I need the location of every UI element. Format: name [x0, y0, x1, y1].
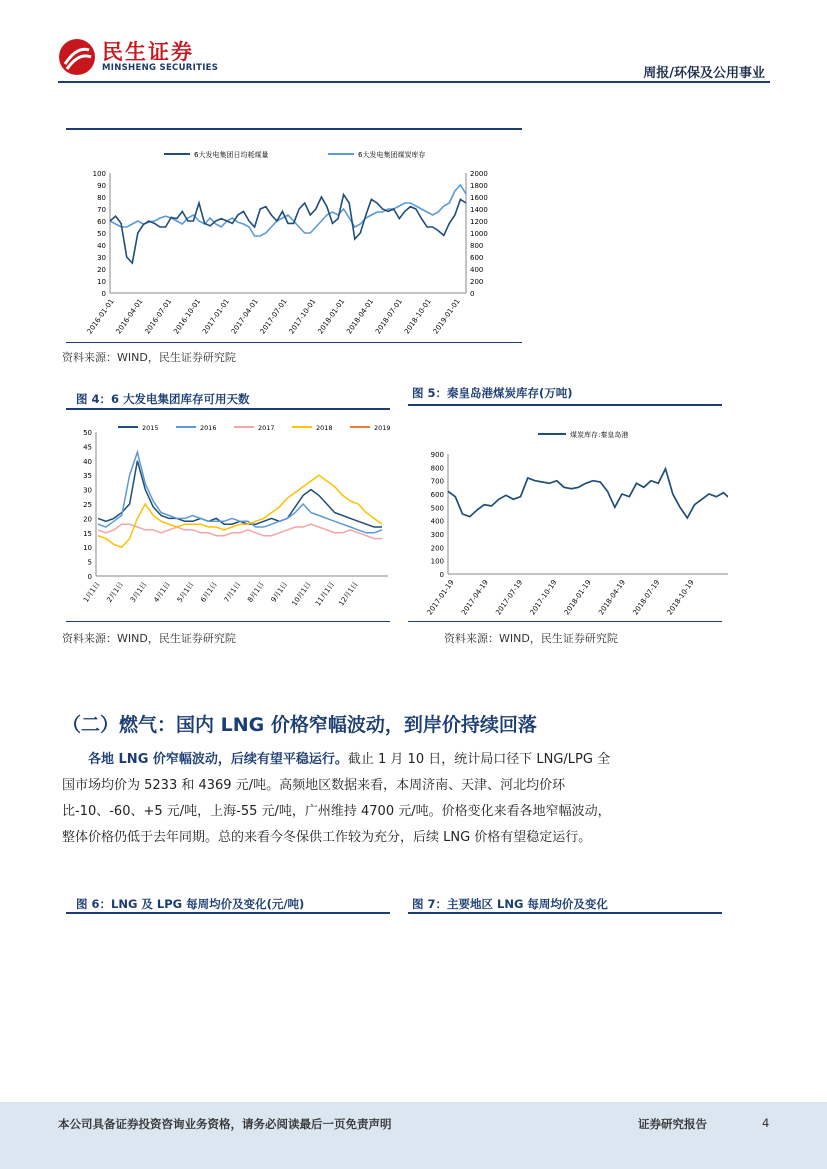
para-lead: 各地 LNG 价窄幅波动，后续有望平稳运行。: [88, 752, 348, 767]
header-divider: [58, 81, 770, 83]
logo-icon: [58, 38, 96, 76]
fig3-left-tick: 60: [97, 218, 106, 226]
para-body: 截止 1 月 10 日，统计局口径下 LNG/LPG 全国市场均价为 5233 和 4369 元/吨。高频地区数据来看，本周济南、天津、河北均价环比-10、-60、+5 元/吨，上海-55 元/吨，广州维持 4700 元/吨。价格变化来看各地窄幅波动，整体价格仍低于去年同期。总的来看今冬保供工作较为充分，后续 LNG 价格有望稳定运行。: [62, 752, 611, 845]
fig3-left-tick: 80: [97, 194, 106, 202]
fig3-source: 资料来源：WIND，民生证券研究院: [62, 351, 236, 364]
fig3-right-tick: 1000: [470, 230, 488, 238]
fig3-left-tick: 40: [97, 242, 106, 250]
fig5-y-tick: 600: [430, 491, 444, 499]
fig3-x-tick: 2016-07-01: [143, 297, 174, 336]
fig3-left-tick: 20: [97, 266, 106, 274]
fig5-bottom-rule: [408, 621, 722, 622]
fig3-legend-label-2: 6大发电集团煤炭库存: [358, 151, 426, 159]
fig3-left-tick: 50: [97, 230, 106, 238]
fig3-series-inventory: [110, 185, 466, 236]
fig5-y-tick: 900: [430, 451, 444, 459]
fig3-x-tick: 2017-10-01: [287, 297, 318, 336]
fig4-top-rule: [66, 408, 390, 410]
fig3-right-tick: 600: [470, 254, 484, 262]
fig3-x-tick: 2016-10-01: [172, 297, 203, 336]
fig4-legend-label: 2019: [374, 424, 391, 432]
fig3-chart: [66, 140, 526, 340]
fig4-x-tick: 6月1日: [199, 580, 219, 604]
fig4-legend-label: 2017: [258, 424, 275, 432]
fig3-bottom-rule: [66, 342, 522, 343]
fig4-x-tick: 9月1日: [269, 580, 290, 604]
fig3-right-tick: 1600: [470, 194, 488, 202]
fig5-top-rule: [408, 404, 722, 406]
fig3-right-tick: 1400: [470, 206, 488, 214]
fig3-right-tick: 0: [470, 290, 475, 298]
fig6-rule: [66, 912, 390, 914]
fig3-right-tick: 2000: [470, 170, 488, 178]
fig4-y-tick: 45: [83, 443, 92, 452]
fig5-y-tick: 400: [430, 517, 444, 526]
fig5-x-tick: 2018-01-19: [562, 578, 593, 617]
fig5-y-tick: 200: [430, 544, 444, 553]
fig6-title: 图 6：LNG 及 LPG 每周均价及变化(元/吨): [76, 897, 305, 911]
fig3-legend-label-1: 6大发电集团日均耗煤量: [194, 151, 269, 159]
fig5-y-tick: 500: [430, 504, 444, 513]
fig3-x-tick: 2016-01-01: [85, 297, 116, 336]
fig5-x-tick: 2018-10-19: [665, 578, 696, 617]
fig4-legend-label: 2018: [316, 424, 333, 432]
fig4-y-tick: 20: [83, 515, 92, 524]
fig5-chart: [408, 418, 728, 618]
fig4-x-tick: 8月1日: [246, 580, 266, 604]
fig4-x-tick: 11月1日: [313, 580, 337, 608]
fig3-left-tick: 30: [97, 254, 106, 262]
fig5-x-tick: 2017-10-19: [528, 578, 559, 617]
fig4-x-tick: 12月1日: [337, 580, 360, 608]
fig4-y-tick: 30: [83, 486, 92, 495]
section-heading: （二）燃气：国内 LNG 价格窄幅波动，到岸价持续回落: [62, 714, 537, 736]
fig3-right-tick: 400: [470, 266, 484, 274]
report-type: 周报/环保及公用事业: [643, 66, 765, 81]
fig4-x-tick: 10月1日: [290, 580, 313, 608]
fig5-title: 图 5：秦皇岛港煤炭库存(万吨): [412, 386, 573, 400]
fig4-x-tick: 3月1日: [128, 580, 149, 604]
fig3-x-tick: 2019-01-01: [431, 297, 462, 336]
fig4-y-tick: 5: [87, 558, 92, 567]
fig5-legend-label: 煤炭库存:秦皇岛港: [570, 431, 629, 439]
fig4-y-tick: 10: [83, 544, 92, 553]
fig5-x-tick: 2017-07-19: [494, 578, 525, 617]
footer-report-label: 证券研究报告: [638, 1117, 707, 1131]
footer-band: [0, 1102, 827, 1169]
fig3-right-tick: 800: [470, 242, 484, 250]
fig4-y-tick: 15: [83, 529, 92, 538]
fig5-x-tick: 2018-04-19: [597, 578, 628, 617]
fig4-series-2017: [98, 524, 382, 538]
fig5-y-tick: 800: [430, 464, 444, 473]
fig4-x-tick: 2月1日: [105, 580, 126, 604]
fig5-y-tick: 700: [430, 477, 444, 486]
fig4-y-tick: 35: [83, 472, 92, 481]
fig5-y-tick: 100: [430, 557, 444, 566]
fig3-left-tick: 0: [101, 290, 106, 298]
fig3-right-tick: 1800: [470, 182, 488, 190]
fig4-x-tick: 7月1日: [222, 580, 243, 604]
fig3-left-tick: 70: [97, 206, 106, 214]
fig5-x-tick: 2017-04-19: [460, 578, 490, 617]
fig5-x-tick: 2017-01-19: [425, 578, 456, 617]
logo-cn: 民生证券: [102, 39, 194, 64]
fig4-legend-label: 2016: [200, 424, 217, 432]
fig4-chart: [66, 418, 396, 618]
brand-logo: [58, 38, 218, 76]
fig3-right-tick: 200: [470, 278, 484, 286]
fig5-x-tick: 2018-07-19: [631, 578, 662, 617]
fig3-x-tick: 2017-07-01: [258, 297, 289, 336]
footer-disclaimer: 本公司具备证券投资咨询业务资格，请务必阅读最后一页免责声明: [58, 1117, 392, 1131]
fig4-legend-label: 2015: [142, 424, 159, 432]
fig4-title: 图 4：6 大发电集团库存可用天数: [76, 392, 250, 406]
fig4-y-tick: 50: [83, 429, 92, 437]
fig3-left-tick: 100: [92, 170, 106, 178]
fig3-x-tick: 2017-04-01: [229, 297, 260, 336]
fig4-x-tick: 5月1日: [175, 580, 196, 604]
fig3-x-tick: 2018-04-01: [345, 297, 376, 336]
fig7-title: 图 7：主要地区 LNG 每周均价及变化: [412, 897, 608, 911]
logo-en: MINSHENG SECURITIES: [102, 62, 219, 73]
fig4-series-2015: [98, 461, 382, 527]
fig4-y-tick: 25: [83, 501, 92, 509]
fig3-right-tick: 1200: [470, 218, 488, 226]
fig5-series-qhd: [448, 469, 728, 518]
fig3-left-tick: 90: [97, 182, 106, 190]
fig4-source: 资料来源：WIND，民生证券研究院: [62, 632, 236, 645]
fig3-x-tick: 2018-07-01: [374, 297, 404, 336]
fig4-y-tick: 0: [87, 573, 92, 581]
fig4-bottom-rule: [66, 621, 390, 622]
page-number: 4: [762, 1116, 770, 1130]
fig3-x-tick: 2017-01-01: [201, 297, 231, 336]
fig4-x-tick: 1月1日: [81, 580, 102, 604]
fig3-x-tick: 2016-04-01: [114, 297, 145, 336]
fig3-x-tick: 2018-01-01: [316, 297, 347, 336]
fig4-series-2018: [98, 475, 382, 547]
fig5-y-tick: 0: [439, 571, 444, 579]
section-paragraph: [62, 747, 622, 851]
fig3-top-rule: [66, 128, 522, 130]
fig3-left-tick: 10: [97, 278, 106, 286]
fig7-rule: [408, 912, 722, 914]
fig5-source: 资料来源：WIND，民生证券研究院: [444, 632, 618, 645]
fig4-y-tick: 40: [83, 457, 92, 466]
fig5-y-tick: 300: [430, 531, 444, 539]
fig4-x-tick: 4月1日: [152, 580, 173, 604]
fig3-x-tick: 2018-10-01: [402, 297, 433, 336]
